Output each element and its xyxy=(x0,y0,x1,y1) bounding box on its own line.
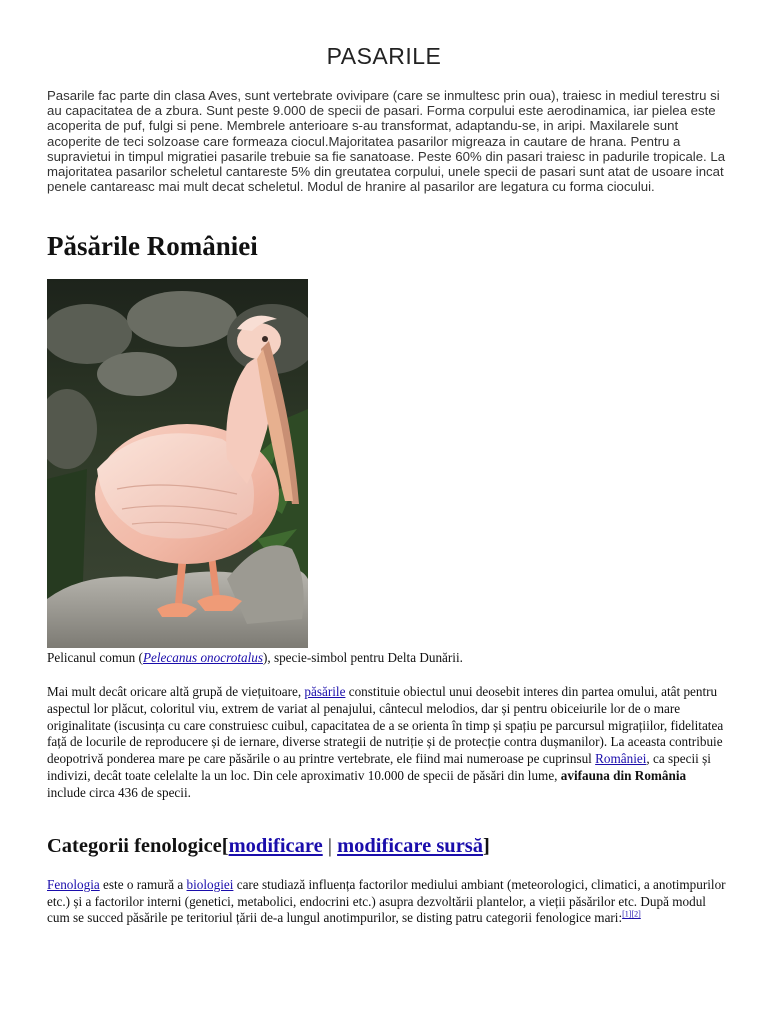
intro-article-paragraph xyxy=(47,684,727,802)
article-heading: Păsările României xyxy=(47,231,258,261)
reference-1-link[interactable]: [1] xyxy=(622,909,632,919)
caption-prefix: Pelicanul comun ( xyxy=(47,650,143,665)
photo-caption xyxy=(47,650,737,666)
para1-text-1: Mai mult decât oricare altă grupă de viețuitoare, xyxy=(47,684,305,699)
intro-paragraph: Pasarile fac parte din clasa Aves, sunt vertebrate ovivipare (care se inmultesc prin oua), traiesc in mediul terestru si au capacitatea de a zbura. Sunt peste 9.000 de specii de pasari. Forma corpului este aerodinamica, iar pielea este acoperita de puf, fulgi si pene. Membrele anterioare s-au transformat, adaptandu-se, in aripi. Maxilarele sunt acoperite de teci solzoase care formeaza ciocul.Majoritatea pasarilor migreaza in cautare de hrana. Pentru a supravietui in timpul migratiei pasarile trebuie sa fie sanatoase. Peste 60% din pasari traiesc in padurile tropicale. La majoritatea pasarilor scheletul cantareste 5% din greutatea corpului, unele specii de pasari sunt atat de usoare incat penele cantareasc mai mult decat scheletul. Modul de hranire al pasarilor are legatura cu forma ciocului. xyxy=(47,88,726,195)
edit-separator: | xyxy=(322,835,338,857)
species-link[interactable]: Pelecanus onocrotalus xyxy=(142,650,263,665)
pasarile-link[interactable]: păsările xyxy=(304,684,346,699)
document-title: PASARILE xyxy=(326,43,442,69)
bracket-open: [ xyxy=(221,835,229,857)
reference-2-link[interactable]: [2] xyxy=(631,909,641,919)
para2-text-1: este o ramură a xyxy=(99,877,187,892)
fenologia-paragraph xyxy=(47,877,727,927)
pelican-photo xyxy=(47,279,308,648)
biologiei-link[interactable]: biologiei xyxy=(186,877,234,892)
caption-suffix: ), specie-simbol pentru Delta Dunării. xyxy=(262,650,463,665)
section-heading xyxy=(47,835,490,858)
para1-text-2: constituie obiectul unui deosebit interes din partea omului, atât pentru aspectul lor plăcut, coloritul viu, extrem de variat al penajului, cântecul melodios, dar și pentru obiceiurile lor de o mare originalitate (iscusința cu care construiesc cuibul, capacitatea de a se orienta în timp și spațiu pe parcursul migrațiilor, fidelitatea față de locurile de reproducere și de iernare, diverse strategii de nutriție și de protecție contra dușmanilor). La aceasta contribuie deopotrivă ponderea mare pe care păsările o au printre vertebrate, ele fiind mai numeroase pe cuprinsul xyxy=(47,684,724,767)
section-title: Categorii fenologice xyxy=(47,835,222,857)
avifauna-bold: avifauna din România xyxy=(560,767,687,783)
romaniei-link[interactable]: României xyxy=(595,751,647,767)
edit-link[interactable]: modificare xyxy=(228,835,323,857)
para1-text-4: include circa 436 de specii. xyxy=(47,784,191,800)
para1-text-3: , ca specii și indivizi, decât toate celelalte la un loc. Din cele aproximativ 10.000 de specii de păsări din lume, xyxy=(47,751,711,783)
fenologia-link[interactable]: Fenologia xyxy=(47,877,100,892)
bracket-close: ] xyxy=(483,835,490,857)
para2-text-2: care studiază influența factorilor mediului ambiant (meteorologici, climatici, a anotimpurilor etc.) și a factorilor interni (genetici, metabolici, endocrini etc.) asupra dezvoltării plantelor, a vieții păsărilor etc. După modul cum se succed păsările pe teritoriul țării de-a lungul anotimpurilor, se disting patru categorii fenologice mari: xyxy=(47,877,726,925)
edit-source-link[interactable]: modificare sursă xyxy=(337,835,484,857)
